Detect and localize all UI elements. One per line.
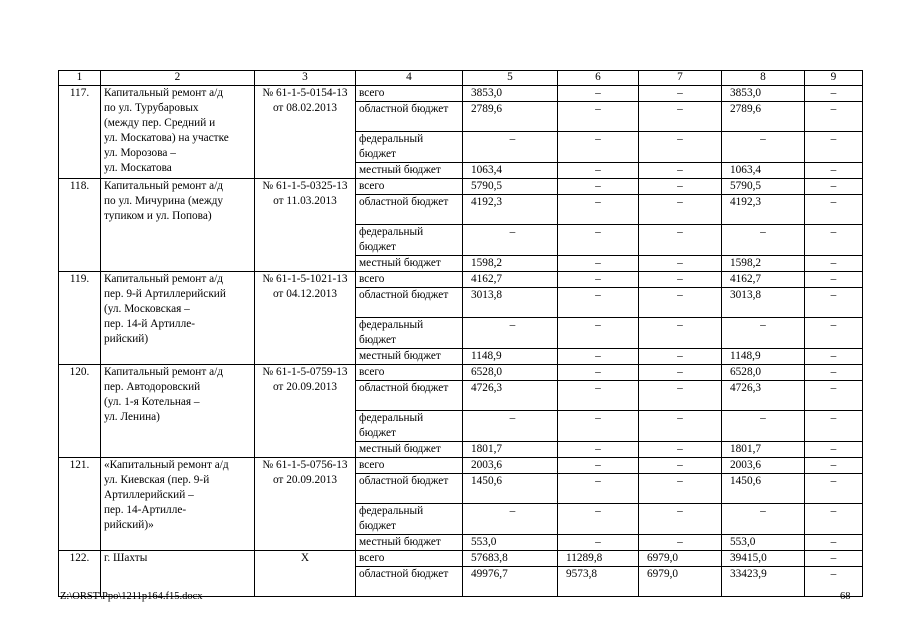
value-col5: 4162,7 xyxy=(463,272,558,288)
item-document-line: от 20.09.2013 xyxy=(272,381,338,393)
funding-source xyxy=(356,504,463,535)
funding-source xyxy=(356,256,463,272)
funding-source-label: областной бюджет xyxy=(359,382,449,394)
item-name-line: тупиком и ул. Попова) xyxy=(104,210,212,222)
value-col9: – xyxy=(805,381,863,411)
funding-source-label: всего xyxy=(359,459,385,471)
value-col7: – xyxy=(639,86,722,102)
value-col9: – xyxy=(805,179,863,195)
value-col7: – xyxy=(639,474,722,504)
value-col9: – xyxy=(805,551,863,567)
item-document-line: № 61-1-5-0756-13 xyxy=(262,459,348,471)
item-name-line: по ул. Мичурина (между xyxy=(104,195,224,207)
value-col5: 1801,7 xyxy=(463,442,558,458)
item-name-line: по ул. Турубаровых xyxy=(104,102,199,114)
col-header: 7 xyxy=(639,71,722,86)
value-col7: – xyxy=(639,504,722,535)
funding-source-label: местный бюджет xyxy=(359,350,441,362)
value-col8: 553,0 xyxy=(722,535,805,551)
value-col5: 1148,9 xyxy=(463,349,558,365)
value-col6: – xyxy=(558,288,639,318)
item-document-line: Х xyxy=(300,552,310,564)
value-col5: – xyxy=(463,411,558,442)
value-col5: 57683,8 xyxy=(463,551,558,567)
value-col5: 1063,4 xyxy=(463,163,558,179)
value-col7: – xyxy=(639,349,722,365)
value-col7: – xyxy=(639,179,722,195)
value-col7: – xyxy=(639,225,722,256)
value-col6: – xyxy=(558,225,639,256)
item-name-line: Капитальный ремонт а/д xyxy=(104,273,223,285)
value-col5: 3853,0 xyxy=(463,86,558,102)
funding-source-label: федеральный бюджет xyxy=(359,319,424,346)
value-col8: 2789,6 xyxy=(722,102,805,132)
value-col7: – xyxy=(639,381,722,411)
value-col7: 6979,0 xyxy=(639,567,722,597)
col-header: 6 xyxy=(558,71,639,86)
value-col5: 1598,2 xyxy=(463,256,558,272)
value-col8: 1063,4 xyxy=(722,163,805,179)
funding-source xyxy=(356,381,463,411)
item-document xyxy=(255,551,356,597)
value-col8: 33423,9 xyxy=(722,567,805,597)
funding-source xyxy=(356,132,463,163)
value-col6: – xyxy=(558,442,639,458)
funding-source-label: областной бюджет xyxy=(359,289,449,301)
funding-source xyxy=(356,442,463,458)
value-col8: 4726,3 xyxy=(722,381,805,411)
value-col7: – xyxy=(639,163,722,179)
value-col7: – xyxy=(639,195,722,225)
funding-source-label: всего xyxy=(359,273,385,285)
value-col5: – xyxy=(463,504,558,535)
item-name xyxy=(101,551,255,597)
value-col6: – xyxy=(558,411,639,442)
funding-source xyxy=(356,365,463,381)
value-col7: – xyxy=(639,288,722,318)
value-col7: – xyxy=(639,442,722,458)
funding-source xyxy=(356,318,463,349)
value-col6: – xyxy=(558,102,639,132)
item-document xyxy=(255,272,356,365)
value-col6: – xyxy=(558,365,639,381)
item-document-line: № 61-1-5-0325-13 xyxy=(262,180,348,192)
value-col9: – xyxy=(805,195,863,225)
value-col6: – xyxy=(558,163,639,179)
value-col5: 4726,3 xyxy=(463,381,558,411)
funding-source xyxy=(356,179,463,195)
funding-source-label: всего xyxy=(359,87,385,99)
funding-source xyxy=(356,535,463,551)
value-col9: – xyxy=(805,474,863,504)
value-col6: 11289,8 xyxy=(558,551,639,567)
value-col5: 49976,7 xyxy=(463,567,558,597)
value-col5: 2003,6 xyxy=(463,458,558,474)
value-col5: – xyxy=(463,318,558,349)
value-col6: 9573,8 xyxy=(558,567,639,597)
item-name-line: Капитальный ремонт а/д xyxy=(104,87,223,99)
value-col9: – xyxy=(805,458,863,474)
value-col6: – xyxy=(558,381,639,411)
item-name-line: (между пер. Средний и xyxy=(104,117,216,129)
item-number: 119. xyxy=(59,272,101,365)
funding-source xyxy=(356,272,463,288)
value-col9: – xyxy=(805,272,863,288)
funding-source xyxy=(356,86,463,102)
col-header: 2 xyxy=(101,71,255,86)
item-number: 118. xyxy=(59,179,101,272)
value-col8: – xyxy=(722,411,805,442)
item-document-line: № 61-1-5-0759-13 xyxy=(262,366,348,378)
value-col5: 4192,3 xyxy=(463,195,558,225)
funding-source-label: федеральный бюджет xyxy=(359,133,424,160)
value-col8: 1148,9 xyxy=(722,349,805,365)
item-name-line: рийский) xyxy=(104,333,149,345)
item-number: 122. xyxy=(59,551,101,597)
value-col7: – xyxy=(639,535,722,551)
item-document-line: № 61-1-5-1021-13 xyxy=(262,273,348,285)
item-document-line: № 61-1-5-0154-13 xyxy=(262,87,348,99)
item-document-line: от 20.09.2013 xyxy=(272,474,338,486)
value-col8: 2003,6 xyxy=(722,458,805,474)
item-name-line: Артиллерийский – xyxy=(104,489,194,501)
item-name-line: пер. 14-Артилле- xyxy=(104,504,187,516)
value-col9: – xyxy=(805,86,863,102)
value-col8: 1801,7 xyxy=(722,442,805,458)
value-col6: – xyxy=(558,256,639,272)
item-name-line: пер. 9-й Артиллерийский xyxy=(104,288,226,300)
table-row xyxy=(59,551,863,567)
funding-source-label: местный бюджет xyxy=(359,443,441,455)
funding-source xyxy=(356,551,463,567)
value-col9: – xyxy=(805,102,863,132)
item-name-line: ул. Москатова) на участке xyxy=(104,132,229,144)
value-col7: – xyxy=(639,458,722,474)
value-col6: – xyxy=(558,86,639,102)
item-name-line: «Капитальный ремонт а/д xyxy=(104,459,229,471)
funding-source-label: местный бюджет xyxy=(359,164,441,176)
value-col6: – xyxy=(558,132,639,163)
item-name xyxy=(101,86,255,179)
item-name xyxy=(101,179,255,272)
item-document-line: от 08.02.2013 xyxy=(272,102,338,114)
funding-source-label: областной бюджет xyxy=(359,103,449,115)
value-col8: 1598,2 xyxy=(722,256,805,272)
value-col8: 3853,0 xyxy=(722,86,805,102)
value-col8: 39415,0 xyxy=(722,551,805,567)
value-col5: 6528,0 xyxy=(463,365,558,381)
value-col5: 553,0 xyxy=(463,535,558,551)
funding-source-label: областной бюджет xyxy=(359,196,449,208)
value-col9: – xyxy=(805,504,863,535)
value-col9: – xyxy=(805,365,863,381)
value-col7: – xyxy=(639,102,722,132)
value-col8: – xyxy=(722,504,805,535)
value-col5: 2789,6 xyxy=(463,102,558,132)
item-document-line: от 04.12.2013 xyxy=(272,288,338,300)
value-col8: – xyxy=(722,132,805,163)
item-name-line: ул. Москатова xyxy=(104,162,172,174)
item-name-line: пер. 14-й Артилле- xyxy=(104,318,195,330)
value-col7: – xyxy=(639,132,722,163)
item-name-line: Капитальный ремонт а/д xyxy=(104,180,223,192)
value-col7: 6979,0 xyxy=(639,551,722,567)
funding-table xyxy=(58,70,863,597)
funding-source xyxy=(356,474,463,504)
table-row xyxy=(59,272,863,288)
funding-source xyxy=(356,567,463,597)
value-col8: 5790,5 xyxy=(722,179,805,195)
column-numbers-row xyxy=(59,71,863,86)
table-row xyxy=(59,458,863,474)
funding-source-label: федеральный бюджет xyxy=(359,412,424,439)
value-col5: 1450,6 xyxy=(463,474,558,504)
footer-page-number: 68 xyxy=(840,591,851,602)
funding-source xyxy=(356,458,463,474)
value-col8: 1450,6 xyxy=(722,474,805,504)
value-col8: 4192,3 xyxy=(722,195,805,225)
value-col9: – xyxy=(805,535,863,551)
value-col9: – xyxy=(805,442,863,458)
value-col9: – xyxy=(805,132,863,163)
table-row xyxy=(59,86,863,102)
item-name-line: пер. Автодоровский xyxy=(104,381,201,393)
footer-file-path: Z:\ORST\Ppo\1211p164.f15.docx xyxy=(60,591,203,602)
col-header: 9 xyxy=(805,71,863,86)
item-name-line: рийский)» xyxy=(104,519,154,531)
value-col6: – xyxy=(558,318,639,349)
funding-source xyxy=(356,411,463,442)
funding-source-label: всего xyxy=(359,180,385,192)
item-name xyxy=(101,458,255,551)
funding-source-label: федеральный бюджет xyxy=(359,226,424,253)
table-row xyxy=(59,365,863,381)
item-name xyxy=(101,365,255,458)
item-document xyxy=(255,86,356,179)
funding-source-label: федеральный бюджет xyxy=(359,505,424,532)
item-name xyxy=(101,272,255,365)
value-col8: 3013,8 xyxy=(722,288,805,318)
value-col9: – xyxy=(805,349,863,365)
value-col9: – xyxy=(805,288,863,318)
funding-source-label: местный бюджет xyxy=(359,257,441,269)
value-col6: – xyxy=(558,179,639,195)
value-col9: – xyxy=(805,256,863,272)
value-col9: – xyxy=(805,225,863,256)
value-col8: 4162,7 xyxy=(722,272,805,288)
table-row xyxy=(59,179,863,195)
item-document-line: от 11.03.2013 xyxy=(273,195,337,207)
col-header: 3 xyxy=(255,71,356,86)
item-number: 121. xyxy=(59,458,101,551)
funding-source xyxy=(356,163,463,179)
funding-source-label: областной бюджет xyxy=(359,568,449,580)
value-col7: – xyxy=(639,272,722,288)
value-col6: – xyxy=(558,474,639,504)
funding-source xyxy=(356,349,463,365)
item-name-line: ул. Морозова – xyxy=(104,147,176,159)
value-col9: – xyxy=(805,163,863,179)
value-col6: – xyxy=(558,272,639,288)
item-name-line: (ул. 1-я Котельная – xyxy=(104,396,200,408)
value-col5: 3013,8 xyxy=(463,288,558,318)
value-col9: – xyxy=(805,318,863,349)
value-col5: 5790,5 xyxy=(463,179,558,195)
value-col5: – xyxy=(463,132,558,163)
item-name-line: ул. Киевская (пер. 9-й xyxy=(104,474,210,486)
funding-source-label: местный бюджет xyxy=(359,536,441,548)
item-name-line: ул. Ленина) xyxy=(104,411,160,423)
item-name-line: Капитальный ремонт а/д xyxy=(104,366,223,378)
funding-source xyxy=(356,225,463,256)
item-number: 117. xyxy=(59,86,101,179)
funding-source-label: областной бюджет xyxy=(359,475,449,487)
value-col6: – xyxy=(558,195,639,225)
funding-source-label: всего xyxy=(359,366,385,378)
value-col8: – xyxy=(722,225,805,256)
item-document xyxy=(255,458,356,551)
value-col8: 6528,0 xyxy=(722,365,805,381)
funding-source xyxy=(356,288,463,318)
value-col6: – xyxy=(558,535,639,551)
value-col6: – xyxy=(558,504,639,535)
value-col6: – xyxy=(558,458,639,474)
col-header: 8 xyxy=(722,71,805,86)
value-col6: – xyxy=(558,349,639,365)
value-col5: – xyxy=(463,225,558,256)
item-name-line: (ул. Московская – xyxy=(104,303,190,315)
item-document xyxy=(255,179,356,272)
funding-source xyxy=(356,195,463,225)
value-col7: – xyxy=(639,365,722,381)
value-col7: – xyxy=(639,318,722,349)
col-header: 1 xyxy=(59,71,101,86)
col-header: 5 xyxy=(463,71,558,86)
item-document xyxy=(255,365,356,458)
value-col9: – xyxy=(805,411,863,442)
value-col8: – xyxy=(722,318,805,349)
col-header: 4 xyxy=(356,71,463,86)
item-name-line: г. Шахты xyxy=(104,552,148,564)
item-number: 120. xyxy=(59,365,101,458)
funding-source-label: всего xyxy=(359,552,385,564)
value-col7: – xyxy=(639,411,722,442)
value-col7: – xyxy=(639,256,722,272)
funding-source xyxy=(356,102,463,132)
value-col9: – xyxy=(805,567,863,597)
